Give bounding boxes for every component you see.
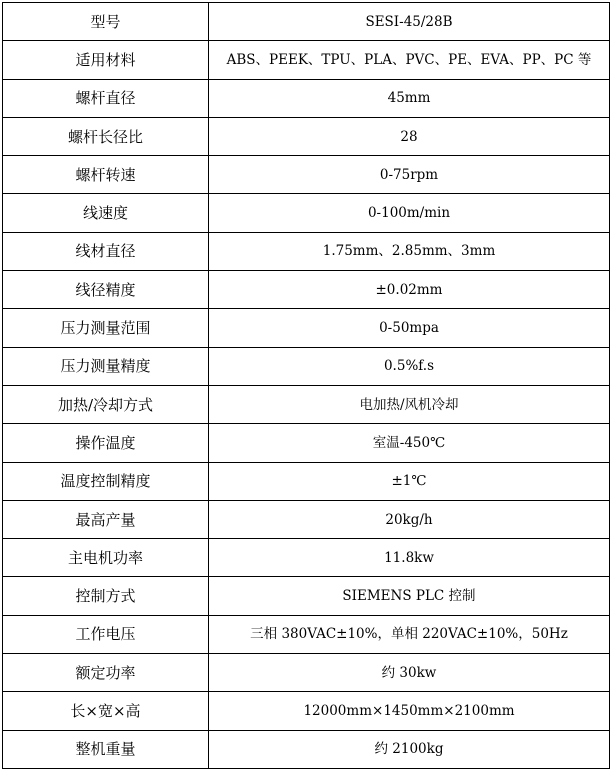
- table-row: [3, 500, 610, 538]
- row-value: 约 2100kg: [209, 730, 610, 768]
- row-label: 长×宽×高: [3, 692, 209, 730]
- table-row: [3, 309, 610, 347]
- table-row: [3, 654, 610, 692]
- row-value: ±0.02mm: [209, 271, 610, 309]
- row-value: 三相 380VAC±10%，单相 220VAC±10%，50Hz: [209, 615, 610, 653]
- table-row: [3, 615, 610, 653]
- table-row: [3, 385, 610, 423]
- row-label: 加热/冷却方式: [3, 385, 209, 423]
- table-row: [3, 232, 610, 270]
- table-row: [3, 424, 610, 462]
- row-label: 螺杆直径: [3, 79, 209, 117]
- row-label: 线速度: [3, 194, 209, 232]
- table-row: [3, 117, 610, 155]
- row-label: 工作电压: [3, 615, 209, 653]
- table-row: [3, 194, 610, 232]
- row-label: 额定功率: [3, 654, 209, 692]
- row-value: 室温-450℃: [209, 424, 610, 462]
- row-label: 螺杆转速: [3, 156, 209, 194]
- table-row: [3, 3, 610, 41]
- row-label: 主电机功率: [3, 539, 209, 577]
- row-label: 线径精度: [3, 271, 209, 309]
- spec-table: [2, 2, 610, 769]
- row-value: 0-75rpm: [209, 156, 610, 194]
- table-row: [3, 271, 610, 309]
- row-value: 电加热/风机冷却: [209, 385, 610, 423]
- table-row: [3, 79, 610, 117]
- row-value: ABS、PEEK、TPU、PLA、PVC、PE、EVA、PP、PC 等: [209, 41, 610, 79]
- table-row: [3, 41, 610, 79]
- table-row: [3, 539, 610, 577]
- row-value: 45mm: [209, 79, 610, 117]
- row-label: 控制方式: [3, 577, 209, 615]
- row-label: 适用材料: [3, 41, 209, 79]
- spec-table-body: [3, 3, 610, 769]
- table-row: [3, 347, 610, 385]
- table-row: [3, 730, 610, 768]
- table-row: [3, 577, 610, 615]
- row-label: 螺杆长径比: [3, 117, 209, 155]
- row-label: 压力测量精度: [3, 347, 209, 385]
- row-value: 28: [209, 117, 610, 155]
- row-value: 1.75mm、2.85mm、3mm: [209, 232, 610, 270]
- row-value: 20kg/h: [209, 500, 610, 538]
- row-label: 操作温度: [3, 424, 209, 462]
- row-value: 0-100m/min: [209, 194, 610, 232]
- row-value: 0-50mpa: [209, 309, 610, 347]
- row-value: 11.8kw: [209, 539, 610, 577]
- row-label: 整机重量: [3, 730, 209, 768]
- row-value: ±1℃: [209, 462, 610, 500]
- row-value: 约 30kw: [209, 654, 610, 692]
- table-row: [3, 462, 610, 500]
- row-value: 0.5%f.s: [209, 347, 610, 385]
- row-label: 温度控制精度: [3, 462, 209, 500]
- table-row: [3, 156, 610, 194]
- row-value: SIEMENS PLC 控制: [209, 577, 610, 615]
- row-value: 12000mm×1450mm×2100mm: [209, 692, 610, 730]
- row-value: SESI-45/28B: [209, 3, 610, 41]
- row-label: 压力测量范围: [3, 309, 209, 347]
- row-label: 线材直径: [3, 232, 209, 270]
- row-label: 最高产量: [3, 500, 209, 538]
- row-label: 型号: [3, 3, 209, 41]
- table-row: [3, 692, 610, 730]
